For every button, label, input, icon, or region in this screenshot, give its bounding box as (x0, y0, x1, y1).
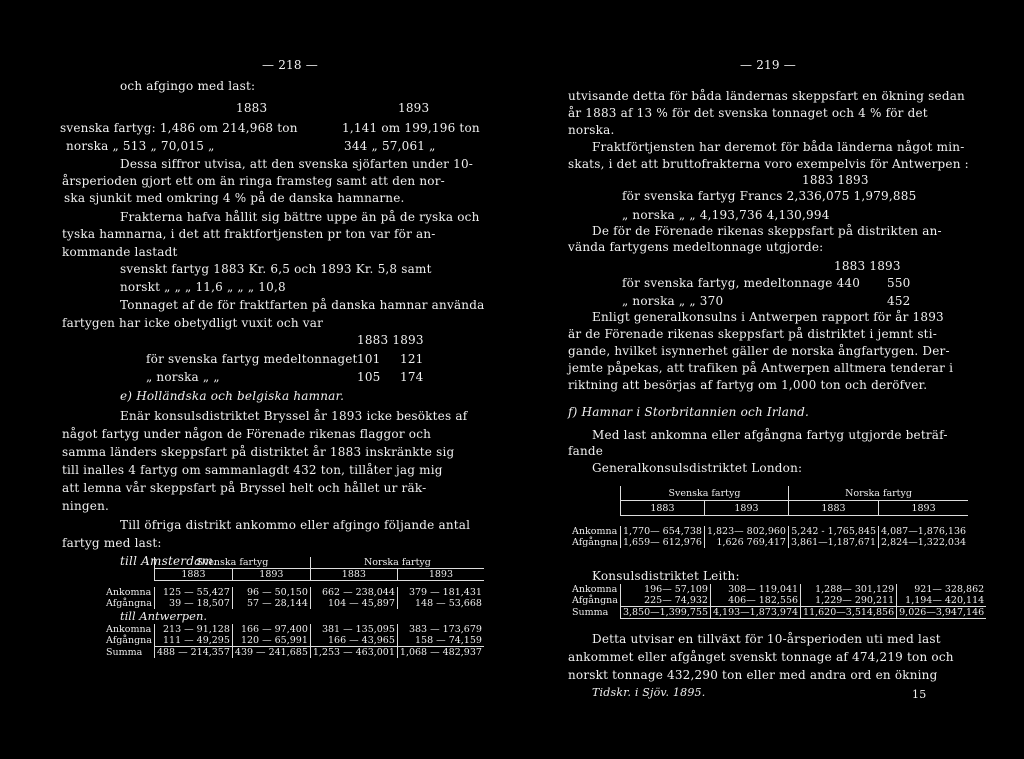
text-line: Detta utvisar en tillväxt för 10-årsperioden uti med last (592, 632, 941, 646)
text-line: ska sjunkit med omkring 4 % på de danska hamnarne. (64, 191, 405, 205)
table-row (570, 537, 968, 548)
table-cell: 439 — 241,685 (232, 647, 310, 659)
table-cell: 148 — 53,668 (397, 598, 484, 609)
text-line: Tonnaget af de för fraktfarten på danska hamnar använda (120, 298, 485, 312)
text-line: utvisande detta för båda ländernas skeppsfart en ökning sedan (568, 89, 965, 103)
row-label: Ankomna (572, 526, 618, 537)
table-cell: 379 — 181,431 (397, 587, 484, 598)
shipping-table-london (570, 486, 967, 548)
text-line: Dessa siffror utvisa, att den svenska sjöfarten under 10- (120, 157, 474, 171)
text-line: gande, hvilket isynnerhet gäller de norska ångfartygen. Der- (568, 344, 950, 358)
table-cell: 308— 119,041 (710, 584, 800, 595)
col-group-header: Norska fartyg (310, 557, 484, 569)
text-line: tyska hamnarna, i det att fraktfortjensten pr ton var för an- (62, 227, 436, 241)
table-cell: 120 — 65,991 (232, 635, 310, 647)
table-cell: 5,242 - 1,765,845 (788, 526, 878, 537)
value: 121 (400, 352, 424, 366)
table-cell: 39 — 18,507 (154, 598, 232, 609)
table-cell: 406— 182,556 (710, 595, 800, 607)
page-number: — 218 — (262, 58, 318, 72)
row-label: Afgångna (106, 635, 152, 647)
table-cell: 111 — 49,295 (154, 635, 232, 647)
table-cell: 1,288— 301,129 (801, 584, 897, 595)
table-cell: 383 — 173,679 (397, 624, 484, 635)
text-line: årsperioden gjort ett om än ringa framsteg samt att den nor- (62, 174, 445, 188)
table-cell: 381 — 135,095 (310, 624, 397, 635)
text-line: ningen. (62, 499, 110, 513)
text-line: norskt „ „ „ 11,6 „ „ „ 10,8 (120, 280, 286, 294)
table-cell: 11,620—3,514,856 (801, 607, 897, 619)
table-row (570, 526, 968, 537)
year-label: 1883 (236, 101, 268, 115)
text-line: fande (568, 444, 604, 458)
table-cell: 662 — 238,044 (310, 587, 397, 598)
table-cell: 158 — 74,159 (397, 635, 484, 647)
year-label: 1883 1893 (802, 173, 869, 187)
table-cell: 166 — 97,400 (232, 624, 310, 635)
year-label: 1893 (398, 101, 430, 115)
table-row (104, 598, 484, 609)
value: 550 (887, 276, 911, 290)
text-line: att lemna vår skeppsfart på Bryssel helt och hållet ur räk- (62, 481, 427, 495)
table-row (570, 607, 986, 619)
row-label: Afgångna (572, 537, 618, 548)
year-header: 1883 (788, 501, 878, 516)
text-line: „ norska „ „ (146, 370, 220, 384)
text-line: för svenska fartyg Francs 2,336,075 1,979,885 (622, 189, 917, 203)
text-line: svenskt fartyg 1883 Kr. 6,5 och 1893 Kr. 5,8 samt (120, 262, 432, 276)
table-cell: 488 — 214,357 (154, 647, 232, 659)
table-cell: 1,253 — 463,001 (310, 647, 397, 659)
text-line: „ norska „ „ 4,193,736 4,130,994 (622, 208, 830, 222)
text-line: Fraktförtjensten har deremot för båda länderna något min- (592, 140, 965, 154)
text-line: vända fartygens medeltonnage utgjorde: (568, 240, 824, 254)
text-line: kommande lastadt (62, 245, 178, 259)
text-line: norskt tonnage 432,290 ton eller med andra ord en ökning (568, 668, 938, 682)
text-line: är de Förenade rikenas skeppsfart på distriktet i jemnt sti- (568, 327, 937, 341)
value: 101 (357, 352, 381, 366)
col-group-header: Svenska fartyg (620, 486, 788, 501)
text-line: norska. (568, 123, 615, 137)
col-group-header: Norska fartyg (788, 486, 968, 501)
subheading: till Antwerpen. (120, 609, 208, 623)
journal-footer: Tidskr. i Sjöv. 1895. (592, 686, 706, 699)
table-row (104, 587, 484, 598)
year-header: 1893 (232, 569, 310, 581)
row-label: Ankomna (106, 624, 152, 635)
table-cell: 4,087—1,876,136 (879, 526, 969, 537)
text-line: svenska fartyg: 1,486 om 214,968 ton (60, 121, 298, 135)
table-cell: 1,770— 654,738 (620, 526, 704, 537)
section-heading: f) Hamnar i Storbritannien och Irland. (568, 405, 809, 419)
table-cell: 196— 57,109 (620, 584, 710, 595)
year-header: 1893 (397, 569, 484, 581)
table-row (570, 584, 986, 595)
table-cell: 2,824—1,322,034 (879, 537, 969, 548)
year-header: 1883 (620, 501, 704, 516)
subheading: till Amsterdam. (120, 554, 218, 568)
year-header: 1893 (704, 501, 788, 516)
table-cell: 1,823— 802,960 (704, 526, 788, 537)
table-row (104, 647, 484, 659)
text-line: 1,141 om 199,196 ton (342, 121, 480, 135)
year-label: 1883 1893 (357, 333, 424, 347)
table-cell: 125 — 55,427 (154, 587, 232, 598)
subheading: Konsulsdistriktet Leith: (592, 569, 740, 583)
text-line: för svenska fartyg, medeltonnage 440 (622, 276, 861, 290)
text-line: riktning att besörjas af fartyg om 1,000 ton och deröfver. (568, 378, 928, 392)
text-line: och afgingo med last: (120, 79, 256, 93)
year-header: 1883 (310, 569, 397, 581)
text-line: för svenska fartyg medeltonnaget (146, 352, 358, 366)
text-line: ankommet eller afgånget svenskt tonnage af 474,219 ton och (568, 650, 954, 664)
table-cell: 57 — 28,144 (232, 598, 310, 609)
shipping-table-amsterdam-antwerpen (104, 557, 482, 658)
table-row (570, 595, 986, 607)
text-line: år 1883 af 13 % för det svenska tonnaget och 4 % för det (568, 106, 928, 120)
row-label: Afgångna (572, 595, 618, 607)
table-cell: 1,068 — 482,937 (397, 647, 484, 659)
text-line: till inalles 4 fartyg om sammanlagdt 432 ton, tillåter jag mig (62, 463, 443, 477)
table-cell: 104 — 45,897 (310, 598, 397, 609)
text-line: 344 „ 57,061 „ (344, 139, 436, 153)
table-cell: 1,626 769,417 (704, 537, 788, 548)
table-cell: 166 — 43,965 (310, 635, 397, 647)
text-line: fartyg med last: (62, 536, 162, 550)
text-line: skats, i det att bruttofrakterna voro exempelvis för Antwerpen : (568, 157, 969, 171)
table-cell: 1,659— 612,976 (620, 537, 704, 548)
year-header: 1883 (154, 569, 232, 581)
col-group-header: Svenska fartyg (154, 557, 310, 569)
text-line: samma länders skeppsfart på distriktet år 1883 inskränkte sig (62, 445, 455, 459)
value: 452 (887, 294, 911, 308)
table-cell: 213 — 91,128 (154, 624, 232, 635)
text-line: norska „ 513 „ 70,015 „ (66, 139, 215, 153)
right-page (512, 0, 1024, 759)
text-line: Med last ankomna eller afgångna fartyg utgjorde beträf- (592, 428, 948, 442)
table-cell: 96 — 50,150 (232, 587, 310, 598)
row-label: Ankomna (572, 584, 618, 595)
value: 105 (357, 370, 381, 384)
page-number: — 219 — (740, 58, 796, 72)
text-line: Till öfriga distrikt ankommo eller afgingo följande antal (120, 518, 471, 532)
text-line: jemte påpekas, att trafiken på Antwerpen alltmera tenderar i (568, 361, 954, 375)
year-header: 1893 (879, 501, 969, 516)
text-line: Enär konsulsdistriktet Bryssel år 1893 icke besöktes af (120, 409, 468, 423)
table-cell: 1,194— 420,114 (897, 595, 987, 607)
shipping-table-leith (570, 584, 985, 619)
text-line: fartygen har icke obetydligt vuxit och var (62, 316, 324, 330)
text-line: De för de Förenade rikenas skeppsfart på distrikten an- (592, 224, 942, 238)
text-line: något fartyg under någon de Förenade rikenas flaggor och (62, 427, 432, 441)
table-row (104, 624, 484, 635)
table-cell: 3,850—1,399,755 (620, 607, 710, 619)
table-cell: 4,193—1,873,974 (710, 607, 800, 619)
row-label: Summa (106, 646, 143, 658)
table-cell: 1,229— 290,211 (801, 595, 897, 607)
text-line: Enligt generalkonsulns i Antwerpen rapport för år 1893 (592, 310, 944, 324)
subheading: Generalkonsulsdistriktet London: (592, 461, 803, 475)
table-row (104, 635, 484, 647)
text-line: „ norska „ „ 370 (622, 294, 724, 308)
year-label: 1883 1893 (834, 259, 901, 273)
table-cell: 225— 74,932 (620, 595, 710, 607)
row-label: Summa (572, 607, 609, 618)
value: 174 (400, 370, 424, 384)
signature-mark: 15 (912, 688, 927, 701)
table-cell: 9,026—3,947,146 (897, 607, 987, 619)
row-label: Afgångna (106, 598, 152, 609)
section-heading: e) Holländska och belgiska hamnar. (120, 389, 345, 403)
table-cell: 3,861—1,187,671 (788, 537, 878, 548)
row-label: Ankomna (106, 587, 152, 598)
text-line: Frakterna hafva hållit sig bättre uppe än på de ryska och (120, 210, 480, 224)
table-cell: 921— 328,862 (897, 584, 987, 595)
